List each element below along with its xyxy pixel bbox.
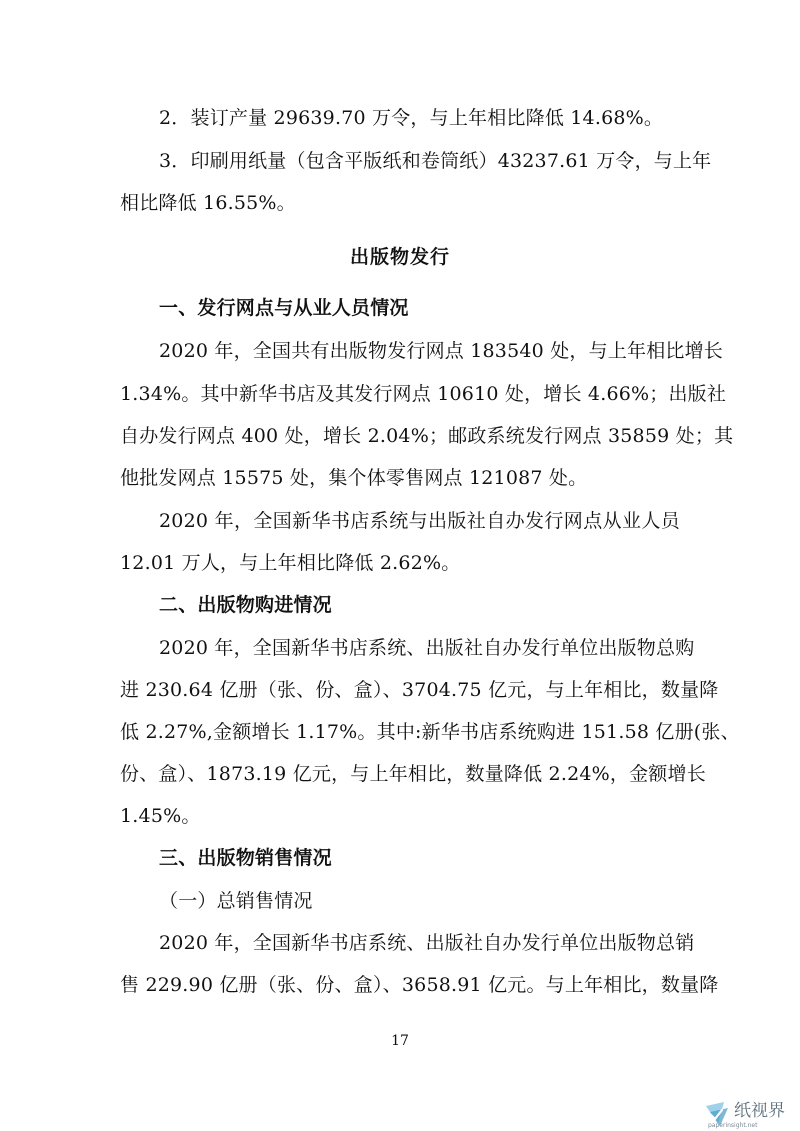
paragraph-line: 相比降低 16.55%。 [120, 192, 296, 214]
watermark-url: paperinsight.net [708, 1122, 758, 1129]
watermark [700, 1094, 800, 1130]
sub-heading: （一）总销售情况 [159, 890, 313, 912]
section-heading: 二、出版物购进情况 [159, 594, 332, 616]
section-heading: 一、发行网点与从业人员情况 [159, 297, 409, 319]
paragraph-line: 2．装订产量 29639.70 万令，与上年相比降低 14.68%。 [159, 107, 664, 129]
page-number: 17 [391, 1033, 409, 1049]
section-heading: 三、出版物销售情况 [159, 847, 332, 869]
paragraph-line: 2020 年，全国新华书店系统、出版社自办发行单位出版物总销 [159, 932, 695, 954]
paragraph-line: 自办发行网点 400 处，增长 2.04%；邮政系统发行网点 35859 处；其 [120, 425, 734, 447]
paragraph-line: 3．印刷用纸量（包含平版纸和卷筒纸）43237.61 万令，与上年 [159, 150, 712, 172]
paragraph-line: 2020 年，全国新华书店系统、出版社自办发行单位出版物总购 [159, 637, 695, 659]
watermark-text: 纸视界 [734, 1101, 785, 1121]
paragraph-line: 售 229.90 亿册（张、份、盒）、3658.91 亿元。与上年相比，数量降 [120, 974, 719, 996]
paragraph-line: 进 230.64 亿册（张、份、盒）、3704.75 亿元，与上年相比，数量降 [120, 679, 719, 701]
paragraph-line: 1.45%。 [120, 805, 201, 827]
paragraph-line: 2020 年，全国共有出版物发行网点 183540 处，与上年相比增长 [159, 340, 724, 362]
paragraph-line: 他批发网点 15575 处，集个体零售网点 121087 处。 [120, 467, 588, 489]
paragraph-line: 2020 年，全国新华书店系统与出版社自办发行网点从业人员 [159, 510, 680, 532]
section-title: 出版物发行 [349, 246, 450, 268]
paragraph-line: 12.01 万人，与上年相比降低 2.62%。 [120, 552, 461, 574]
paragraph-line: 低 2.27%,金额增长 1.17%。其中:新华书店系统购进 151.58 亿册(张、 [120, 721, 740, 743]
paragraph-line: 份、盒）、1873.19 亿元，与上年相比，数量降低 2.24%，金额增长 [120, 763, 706, 785]
paragraph-line: 1.34%。其中新华书店及其发行网点 10610 处，增长 4.66%；出版社 [120, 383, 727, 405]
